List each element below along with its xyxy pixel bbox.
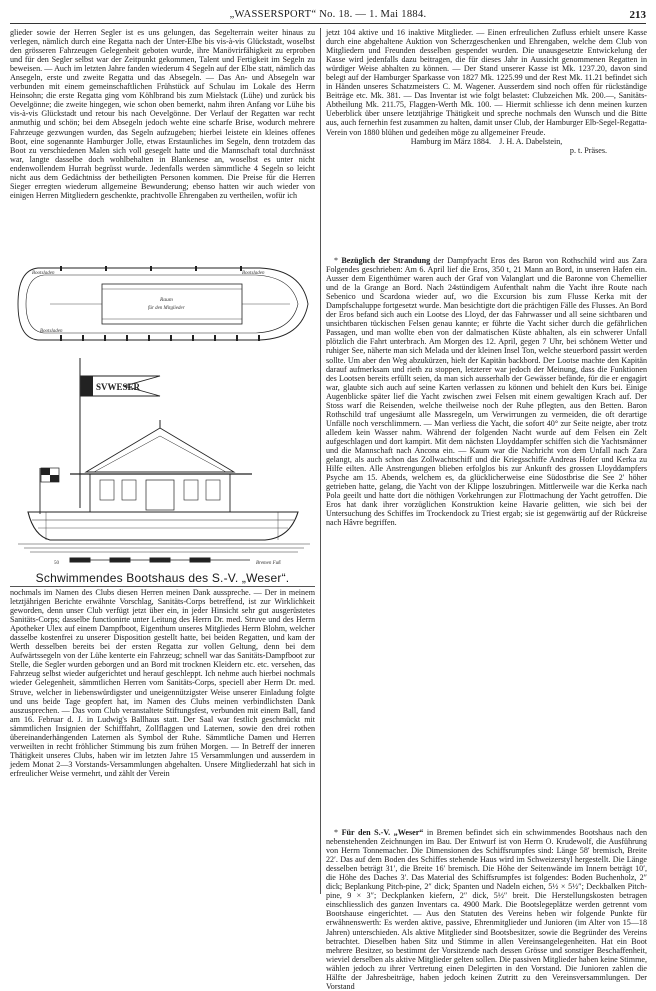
- column-left-top: [10, 28, 315, 250]
- plan-label: Bootsladen: [40, 329, 63, 334]
- caption-rule: [10, 586, 315, 587]
- page-header: [10, 9, 646, 24]
- plan-label: Raum: [160, 297, 173, 303]
- paragraph: nochmals im Namen des Clubs diesen Herren meinen Dank ausspreche. — Der in meinem letztjährigen Berichte erwähnte Vorschlag, Sanitäts-Corps betreffend, ist zur Wirklichkeit geworden, denn unser Club verfügt jetzt über ein, in jeder Hinsicht sehr gut ausgerüstetes Sanitäts-Corps; dasselbe functionirte unter Leitung des Herrn Dr. med. Struve und des Herrn Apotheker Ulex auf einem Dampfboot, Eigenthum unseres Mitgliedes Herrn Blohm, welcher dasselbe kostenfrei zu unserer Disposition gestellt hatte, bei beiden Regatten, und kam der Werth desselben bereits bei der ersten Regatta zur vollen Geltung, denn bei dem Aufwärtssegeln von der Lühe kenterte ein Fahrzeug; schnell war das Sanitäts-Dampfboot zur Stelle, die Segler wurden geborgen und an Bord mit trocknen Kleidern etc. etc. versehen, das Fahrzeug selbst wieder aufgerichtet und herauf geschleppt. Ich nehme auch hierbei nochmals wieder Gelegenheit, sämmtlichen Herren vom Sanitäts-Corps, speciell aber Herrn Dr. med. Struve, welcher in liebenswürdigster und uneigennützigster Weise unserer Einladung folgte und uns beide Tage geopfert hat, im Namen des Clubs meinen verbindlichsten Dank auszusprechen. — Das vom Club veranstaltete Stiftungsfest, verbunden mit einem Ball, fand am 16. Februar d. J. in Ludwig's Ballhaus statt. Der Saal war festlich geschmückt mit sämmtlichen Insignien der Schifffahrt, Zollflaggen und Laternen, sowie den drei rothen übereinanderhängenden Laternen als Symbol der Ruhe. Sämmtliche Damen und Herren verweilten in recht fröhlicher Stimmung bis zum frühen Morgen. — In Betreff der inneren Thätigkeit unseres Clubs, haben wir im letzten Jahre 15 Versammlungen und ausserdem in jedem Monat 2—3 Vorstands-Versammlungen abgehalten. Unsere Mitgliederzahl hat sich in erfreulicher Weise vermehrt, und zählt der Verein: [10, 588, 315, 778]
- plan-label: Bootsladen: [32, 271, 55, 276]
- column-right-top: [326, 28, 647, 254]
- running-title: „WASSERSPORT“ No. 18. — 1. Mai 1884.: [229, 9, 427, 20]
- plan-posts: [60, 266, 260, 341]
- column-divider: [320, 28, 321, 894]
- water-lines: [18, 544, 310, 552]
- scale-label: Bremen Fuß: [256, 561, 281, 566]
- article-heading: Für den S.-V. „Weser“: [341, 828, 424, 837]
- pennant-flag: [80, 358, 160, 508]
- page-number: 213: [629, 9, 646, 21]
- stern-flag: [40, 468, 59, 514]
- boathouse-figure: [10, 258, 315, 568]
- flag-text: SVWESER: [96, 382, 141, 392]
- scale-label: 50: [54, 561, 59, 566]
- paragraph: glieder sowie der Herren Segler ist es uns gelungen, das Segelterrain weiter hinaus zu verlegen, nämlich durch eine Regatta nach der Unter-Elbe bis vis-à-vis Glückstadt, woselbst den grösseren Fahrzeugen Gelegenheit geboten wurde, ihre Manövrirfähigkeit zu erproben und für den Segler selbst war der Zeitpunkt gekommen, Talent und Fertigkeit im Segeln zu beweisen. — Auch im letzten Jahre fanden wiederum 4 Segeln auf der Elbe statt, nämlich das Ansegeln, erste und zweite Regatta und das Absegeln. — Das An- und Absegeln war verbunden mit einem gemeinschaftlichen Frühstück auf Schulau im Lokale des Herrn Heinsohn; die erste Regatta ging vom Köhlbrand bis zum Mielstack (Lühe) und zurück bis Oevelgönne; die zweite hingegen, wie schon oben bemerkt, nahm ihren Anfang vor Lühe bis vis-à-vis Glückstadt und retour bis nach Oevelgönne. Der Verlauf der Regatten war recht anmuthig und schön; bei dem Absegeln jedoch wehte eine scharfe Brise, wodurch mehrere Fahrzeuge gezwungen wurden, das Segeln aufzugeben; hierbei leistete ein kleines offenes Boot, eine sogenannte Hamburger Jolle, etwas Erstaunliches im Segeln, denn trotzdem das Boot zu verschiedenen Malen sich voll gesegelt hatte und die Mannschaft total durchnässt war, langte dasselbe doch wohlbehalten in Blankenese an, woselbst es unter nicht endenwollendem Hurrah begrüsst wurde. Jedenfalls werden sämmtliche 4 Segeln so leicht nicht aus dem Gedächtniss der betheiligten Personen kommen. Die Preise für die Herren Sieger erregten wiederum allgemeine Bewunderung; ebenso hatten wir auch wieder von einigen Herren Mitgliedern geschenkte, prachtvolle Ehrengaben zu vertheilen, wofür ich: [10, 28, 315, 200]
- scale-bar: [70, 558, 250, 562]
- plan-label: für den Mitglieder: [148, 306, 185, 311]
- boathouse-drawing: [10, 258, 315, 568]
- plan-label: Bootsladen: [242, 271, 265, 276]
- column-left-bottom: [10, 588, 315, 893]
- signature-role: p. t. Präses.: [569, 145, 607, 155]
- article-heading: Bezüglich der Strandung: [341, 256, 431, 265]
- column-right-bottom: [326, 828, 647, 991]
- elevation-view: [28, 420, 298, 540]
- article-eros: * Bezüglich der Strandung der Dampfyacht Eros des Baron von Rothschild wird aus Zara Folgendes geschrieben: Am 6. April lief die Eros, 350 t, 21 Mann an Bord, in unseren Hafen ein. Ausser dem Eigenthümer waren auch der Graf von Valanglart und die Baronne von Chemellier und de la Grange an Bord. Nach 24stündigem Aufenthalt nahm die Yacht ihre Route nach Sebenico und Scardona wieder auf, wo die Excursion bis zum Flusse Kerka mit der Dampfschaluppe fortgesetzt wurde. Man besichtigte dort die prächtigen Fälle des Flusses. An Bord der Eros befand sich auch ein Lootse des Lloyd, der das Fahrwasser und all seine sichtbaren und unsichtbaren tückischen Felsen genau kannte; er führte die Yacht sicher durch die gefährlichen Passagen, und man wollte eben von der dalmatischen Küste abhalten, als ein schwerer Unfall plötzlich die Fahrt unterbrach. Am Morgen des 12. April, gegen 7 Uhr, bei schönem Wetter und ruhiger See, näherte man sich Melada und der kleinen Insel Ton, welche steuerbord passirt werden sollte. Um aber den Weg abzukürzen, hielt der Kapitän backbord. Der Lootse machte den Kapitän darauf aufmerksam und rieth zu stoppen, letzterer war jedoch der Meinung, dass die Funktionen des Lootsen bereits erfüllt seien, da man sich ausserhalb der Gewässer befände, für die er engagirt war, glaubte sich auch auf seine Karten verlassen zu können und behielt den Kurs bei. Einige Augenblicke später lief die Yacht zwischen zwei Felsen mit einem gewaltigen Krach auf. Der Stoss warf die Reisenden, welche theilweise noch der Ruhe pflegten, aus den Betten. Baron Rothschild traf ungesäumt alle Massregeln, um Verwirrungen zu vermeiden, die oft derartige Unfälle noch verschlimmern. — Man verliess die Yacht, die sofort 40° zur Seite neigte, aber trotz alledem kein Wasser nahm. Während der folgenden Nacht wurde auf dem Felsen ein Zelt aufgeschlagen und dort kampirt. Mit dem nächsten Lloyddampfer schiffen sich die Yachtsmänner und die Mannschaft nach Ancona ein. — Kaum war die Nachricht von dem Unfall nach Zara gelangt, als auch schon das Zollwachtschiff und die Kriegsschiffe Andreas Hofer und Kerka zu Hilfe eilten. Alle Anstrengungen blieben erfolglos bis zur Ankunft des grossen Lloyddampfers Psyche am 15. Abends, welchem es, da glücklicherweise eine Südostbrise die See 2′ höher getrieben hatte, gelang, die Yacht von der Klippe loszubringen. Mittlerweile war die Kerka nach Pola geeilt und hatte dort die nöthigen Vorkehrungen zur Flottmachung der Yacht getroffen. Die Eros hat dank ihrer vorzüglichen Konstruktion keine Havarie gelitten, wie sich bei der Untersuchung des Schiffes im Trockendock zu Triest ergab; sie ist gegenwärtig auf der Rückreise nach Hâvre begriffen.: [326, 256, 647, 528]
- signature-place-date: Hamburg im März 1884. J. H. A. Dabelstein,: [410, 136, 563, 146]
- article-weser: * Für den S.-V. „Weser“ in Bremen befindet sich ein schwimmendes Bootshaus nach den nebenstehenden Zeichnungen im Bau. Der Entwurf ist von Herrn O. Krudewolf, die Ausführung von Herrn Tonnemacher. Die Dimensionen des Schiffsrumpfes sind: Länge 58′ bremisch, Breite 22′. Das auf dem Boden des Schiffes stehende Haus wird im Schweizerstyl hergestellt. Die Länge desselben beträgt 31′, die Breite 16′ bremisch. Die Höhe der Seitenwände im Innern beträgt 10′, die Höhe des Daches 3′. Das Material des Schiffsrumpfes ist folgendes: Boden Buchenholz, 2″ dick; Beplankung Pitch-pine, 2″ dick; Spanten und Nadeln eichen, 5½ × 5½″; Deckbalken Pitch-pine, 9 × 3″; Deckplanken kiefern, 2″ dick, 5½″ breit. Die Herstellungskosten betragen einschliesslich des ganzen Inventars ca. 4900 Mark. Die Bootslegeplätze werden getrennt vom Bootshause eingerichtet. — Aus den Statuten des Vereins heben wir folgende Punkte für erwähnenswerth: Es werden aktive, passive, Ehrenmitglieder und Junioren (im Alter von 15—18 Jahren) unterschieden. Als aktive Mitglieder sind Bootsbesitzer, sowie die Begründer des Vereins betrachtet. Dieselben haben Sitz und Stimme in allen Vereinsangelegenheiten. Hat ein Boot mehrere Besitzer, so bestimmt der Vorsitzende nach dessen Grösse und sonstiger Beschaffenheit, wieviel derselben als aktive Mitglieder gelten sollen. Die passiven Mitglieder haben keine Stimme, wählen jedoch zu ihrer Vertretung einen Delegirten in den Vorstand. Die Junioren zahlen die Hälfte der Jahresbeiträge, haben jedoch keinen Zutritt zu den Vereinsversammlungen. Der Vorstand: [326, 828, 647, 991]
- figure-caption: Schwimmendes Bootshaus des S.-V. „Weser“.: [35, 571, 290, 585]
- paragraph: jetzt 104 aktive und 16 inaktive Mitglieder. — Einen erfreulichen Zufluss erhielt unsere Kasse durch eine abgehaltene Auktion von Scherzgeschenken und Ehrengaben, welche dem Club von Mitgliedern und Freunden desselben gespendet wurden. Die unausgesetzte Entwickelung der Kasse wird jedenfalls dazu beitragen, die für dieses Jahr in Aussicht genommenen Regatten in würdiger Weise abhalten zu können. — Der Stand unserer Kasse ist Mk. 1237.20, davon sind belegt auf der Hamburger Sparkasse von 1827 Mk. 1225.99 und der Rest Mk. 11.21 befindet sich in Händen unseres Schatzmeisters C. M. Wagener. Ausserdem sind noch offen für rückständige Beiträge etc. Mk. 381. — Das Inventar ist wie folgt belastet: Clubzeichen Mk. 200.—, Sanitäts-Abtheilung Mk. 211.75, Flaggen-Werth Mk. 100. — Hiermit schliesse ich denn meinen kurzen Ueberblick über unsere letztjährige Thätigkeit und spreche nochmals den Wunsch und die Bitte aus, auch fernerhin fest zusammen zu halten, damit unser Club, der Hamburger Elb-Segel-Regatta-Verein von 1880 blühen und gedeihen möge zu allgemeiner Freude.: [326, 28, 647, 137]
- column-right-middle: [326, 256, 647, 826]
